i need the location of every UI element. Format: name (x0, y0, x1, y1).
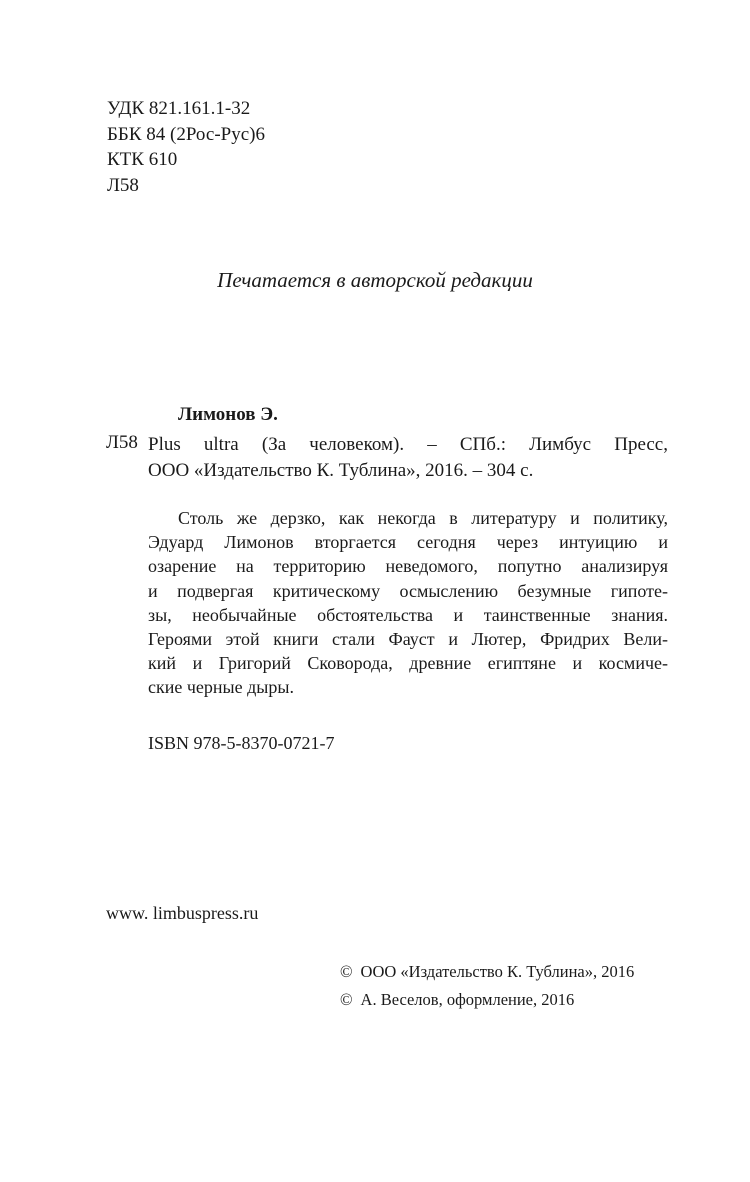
edition-notice: Печатается в авторской редакции (217, 268, 533, 292)
ktk-code: КТК 610 (107, 149, 178, 170)
annotation-line: ские черные дыры. (148, 677, 294, 698)
copyright-text: А. Веселов, оформление, 2016 (360, 990, 575, 1009)
copyright-line (340, 986, 634, 1014)
bibliographic-description (148, 432, 668, 484)
isbn: ISBN 978-5-8370-0721-7 (148, 733, 335, 753)
copyright-line (340, 958, 634, 986)
annotation-line: и подвергая критическому осмыслению безумные гипоте- (148, 580, 668, 601)
annotation-line: зы, необычайные обстоятельства и таинственные знания. (148, 604, 668, 625)
copyright-text: ООО «Издательство К. Тублина», 2016 (360, 962, 635, 981)
bibliographic-line-1: Plus ultra (За человеком). – СПб.: Лимбус Пресс, (148, 434, 668, 455)
annotation-line: озарение на территорию неведомого, попутно анализируя (148, 556, 668, 577)
annotation-line: кий и Григорий Сковорода, древние египтяне и космиче- (148, 653, 668, 674)
annotation-line: Эдуард Лимонов вторгается сегодня через интуицию и (148, 532, 668, 553)
publisher-website[interactable]: www. limbuspress.ru (106, 903, 259, 923)
author-sign: Л58 (107, 174, 139, 196)
udk-code: УДК 821.161.1-32 (107, 98, 251, 119)
classification-codes (107, 96, 265, 198)
copyright-icon: © (340, 990, 353, 1009)
author-name: Лимонов Э. (178, 404, 278, 425)
annotation (148, 506, 668, 700)
annotation-line: Столь же дерзко, как некогда в литературу и политику, (178, 508, 668, 528)
annotation-line: Героями этой книги стали Фауст и Лютер, Фридрих Вели- (148, 629, 668, 650)
copyright-icon: © (340, 962, 353, 981)
copyright-block (340, 958, 634, 1014)
bibliographic-line-2: ООО «Издательство К. Тублина», 2016. – 304 с. (148, 460, 534, 481)
bibliographic-code: Л58 (106, 432, 138, 453)
bbk-code: ББК 84 (2Рос-Рус)6 (107, 123, 265, 145)
